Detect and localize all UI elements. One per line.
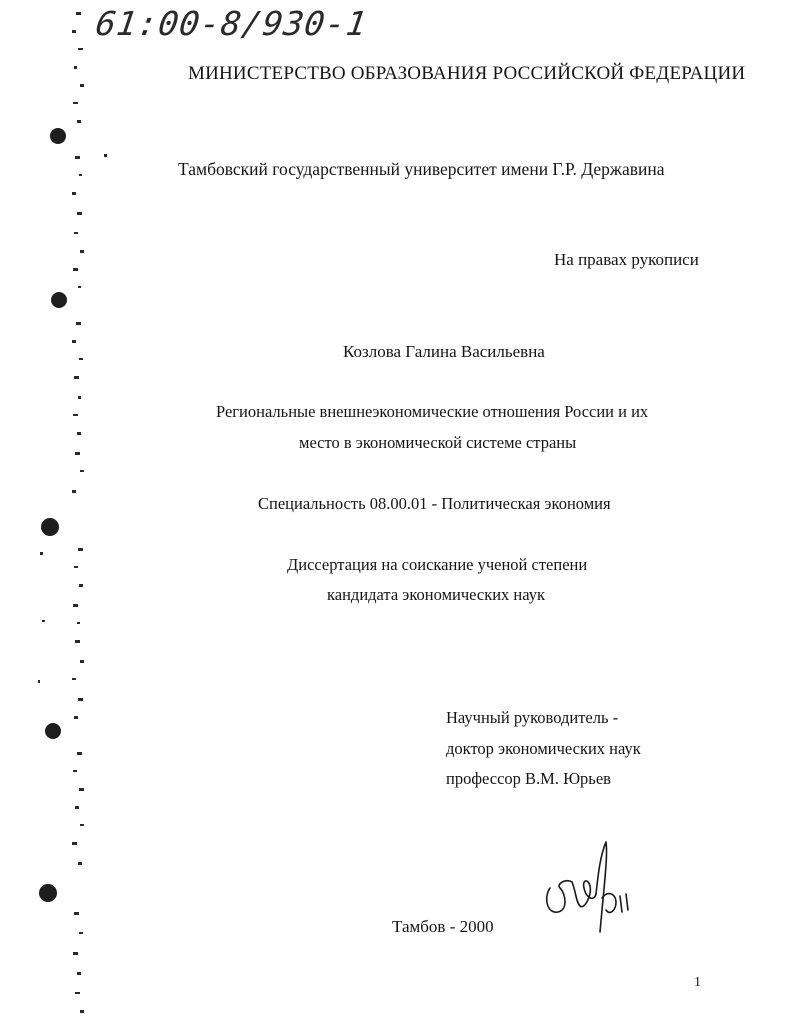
supervisor-role: Научный руководитель - (446, 708, 619, 727)
specialty-line: Специальность 08.00.01 - Политическая экономия (258, 494, 611, 513)
university-name: Тамбовский государственный университет имени Г.Р. Державина (178, 159, 665, 179)
binding-hole (41, 518, 59, 536)
supervisor-degree: доктор экономических наук (446, 739, 641, 758)
binding-hole (39, 884, 57, 902)
supervisor-name: профессор В.М. Юрьев (446, 769, 611, 788)
manuscript-rights-note: На правах рукописи (554, 250, 699, 269)
binding-hole (50, 128, 66, 144)
city-year: Тамбов - 2000 (392, 917, 494, 936)
degree-line-2: кандидата экономических наук (327, 585, 546, 604)
scan-margin-marks (0, 0, 110, 1024)
binding-hole (51, 292, 67, 308)
handwritten-signature (536, 836, 636, 936)
margin-speckles (38, 12, 110, 1013)
dissertation-title-line-2: место в экономической системе страны (299, 433, 577, 452)
dissertation-title-line-1: Региональные внешнеэкономические отношения России и их (216, 402, 649, 421)
catalog-number-handwritten: 61:00-8/930-1 (93, 4, 371, 43)
page-number: 1 (694, 975, 701, 990)
binding-hole (45, 723, 61, 739)
ministry-heading: МИНИСТЕРСТВО ОБРАЗОВАНИЯ РОССИЙСКОЙ ФЕДЕРАЦИИ (188, 63, 746, 84)
author-name: Козлова Галина Васильевна (343, 342, 545, 361)
degree-line-1: Диссертация на соискание ученой степени (287, 555, 588, 574)
